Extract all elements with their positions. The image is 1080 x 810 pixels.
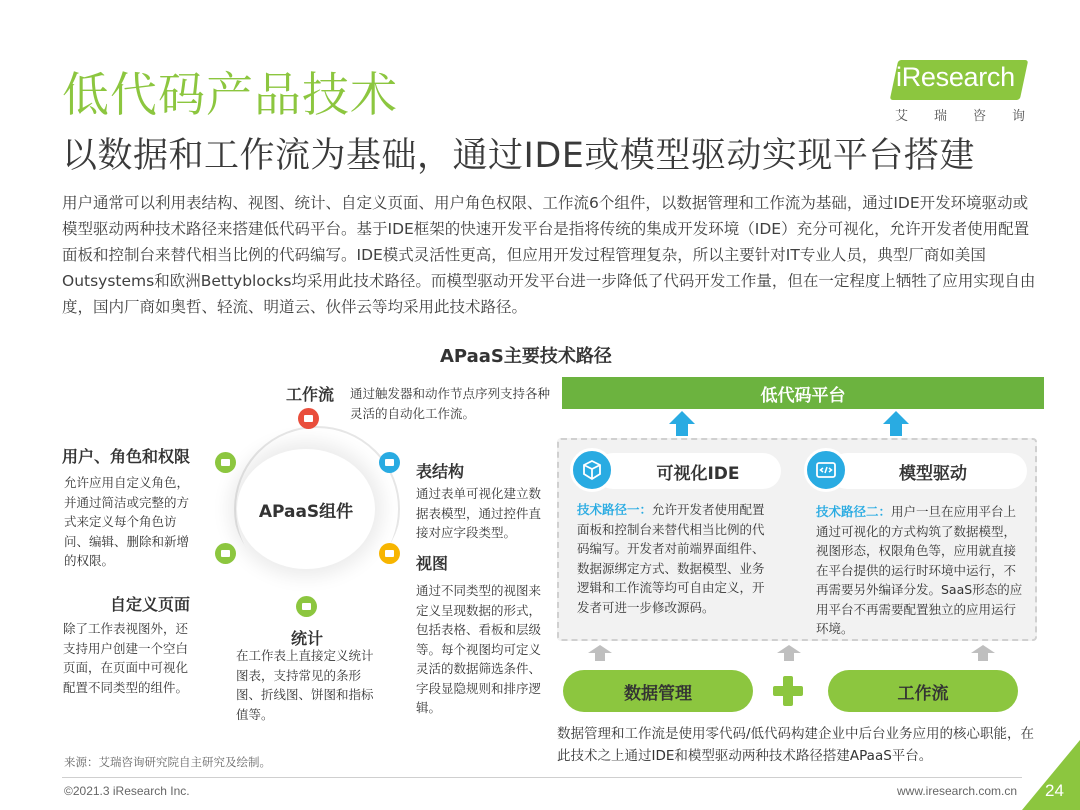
visual-ide-pill bbox=[595, 453, 781, 489]
source-note: 来源：艾瑞咨询研究院自主研究及绘制。 bbox=[64, 755, 271, 769]
custom-page-heading: 自定义页面 bbox=[110, 595, 191, 614]
table-desc: 通过表单可视化建立数据表模型，通过控件直接对应字段类型。 bbox=[416, 486, 542, 540]
workflow-base-label: 工作流 bbox=[897, 683, 949, 704]
logo-text: iResearch bbox=[896, 62, 1015, 92]
page-subtitle: 以数据和工作流为基础，通过IDE或模型驱动实现平台搭建 bbox=[62, 136, 975, 176]
path-one-text bbox=[577, 500, 773, 617]
path-one-label: 技术路径一： bbox=[577, 502, 653, 517]
table-node-icon bbox=[379, 452, 400, 473]
logo-cn-char: 咨 bbox=[972, 109, 986, 124]
view-desc: 通过不同类型的视图来定义呈现数据的形式，包括表格、看板和层级等。每个视图均可定义灵活的数据筛选条件、字段显隐规则和排序逻辑。 bbox=[416, 583, 542, 715]
logo-cn-char: 艾 bbox=[895, 109, 909, 124]
platform-label: 低代码平台 bbox=[760, 385, 846, 406]
stats-heading: 统计 bbox=[291, 629, 324, 648]
custom-page-node-icon bbox=[215, 543, 236, 564]
workflow-pill bbox=[828, 670, 1018, 712]
footer-divider bbox=[62, 777, 1022, 778]
bottom-note: 数据管理和工作流是使用零代码/低代码构建企业中后台业务应用的核心职能，在此技术之上通过IDE和模型驱动两种技术路径搭建APaaS平台。 bbox=[557, 726, 1035, 764]
workflow-node-icon bbox=[298, 408, 319, 429]
diagram-title: APaaS主要技术路径 bbox=[440, 346, 612, 367]
workflow-heading: 工作流 bbox=[286, 385, 335, 404]
roles-node-icon bbox=[215, 452, 236, 473]
page-title: 低代码产品技术 bbox=[62, 68, 398, 123]
copyright: ©2021.3 iResearch Inc. bbox=[64, 784, 190, 798]
logo-cn bbox=[895, 105, 1025, 124]
data-management-pill bbox=[563, 670, 753, 712]
plus-icon bbox=[773, 676, 803, 706]
low-code-platform-bar bbox=[562, 377, 1044, 409]
up-arrow-icon bbox=[669, 411, 695, 436]
path-two-desc: 用户一旦在应用平台上通过可视化的方式构筑了数据模型，视图形态，权限角色等，应用就直接在平台提供的运行时环境中运行，不再需要另外编译分发。SaaS形态的应用平台不再需要配置独立的应用运行环境。 bbox=[816, 504, 1023, 636]
code-icon bbox=[804, 448, 848, 492]
logo-cn-char: 瑞 bbox=[933, 109, 947, 124]
up-arrow-icon bbox=[588, 645, 612, 661]
up-arrow-icon bbox=[883, 411, 909, 436]
path-two-label: 技术路径二： bbox=[816, 504, 892, 519]
model-driven-label: 模型驱动 bbox=[899, 463, 967, 484]
table-heading: 表结构 bbox=[416, 462, 465, 481]
intro-paragraph: 用户通常可以利用表结构、视图、统计、自定义页面、用户角色权限、工作流6个组件，以数据管理和工作流为基础，通过IDE开发环境驱动或模型驱动两种技术路径来搭建低代码平台。基于IDE框架的快速开发平台是指将传统的集成开发环境（IDE）充分可视化，允许开发者使用配置面板和控制台来替代相当比例的代码编写。IDE模式灵活性更高，但应用开发过程管理复杂，所以主要针对IT专业人员，典型厂商如美国Outsystems和欧洲Bettyblocks均采用此技术路径。而模型驱动开发平台进一步降低了代码开发工作量，但在一定程度上牺牲了应用实现自由度，国内厂商如奥哲、轻流、明道云、伙伴云等均采用此技术路径。 bbox=[62, 194, 1036, 316]
visual-ide-label: 可视化IDE bbox=[656, 463, 740, 484]
workflow-desc: 通过触发器和动作节点序列支持各种灵活的自动化工作流。 bbox=[350, 386, 551, 421]
up-arrow-icon bbox=[971, 645, 995, 661]
roles-heading: 用户、角色和权限 bbox=[62, 447, 191, 466]
path-one-desc: 允许开发者使用配置面板和控制台来替代相当比例的代码编写。开发者对前端界面组件、数据源绑定方式、数据模型、业务逻辑和工作流等均可自由定义，开发者可进一步修改源码。 bbox=[577, 502, 765, 615]
apaas-center bbox=[237, 449, 375, 569]
roles-desc: 允许应用自定义角色，并通过简洁或完整的方式来定义每个角色访问、编辑、删除和新增的权限。 bbox=[64, 475, 190, 568]
cube-icon bbox=[570, 448, 614, 492]
view-heading: 视图 bbox=[416, 554, 449, 573]
stats-desc: 在工作表上直接定义统计图表，支持常见的条形图、折线图、饼图和指标值等。 bbox=[236, 648, 374, 722]
data-management-label: 数据管理 bbox=[624, 683, 692, 704]
stats-node-icon bbox=[296, 596, 317, 617]
apaas-center-label: APaaS组件 bbox=[258, 501, 354, 522]
path-two-text bbox=[816, 502, 1026, 639]
custom-page-desc: 除了工作表视图外，还支持用户创建一个空白页面，在页面中可视化配置不同类型的组件。 bbox=[62, 621, 188, 695]
up-arrow-icon bbox=[777, 645, 801, 661]
logo-cn-char: 询 bbox=[1011, 109, 1025, 124]
page-number: 24 bbox=[1045, 781, 1064, 800]
view-node-icon bbox=[379, 543, 400, 564]
iresearch-logo bbox=[890, 60, 1030, 125]
website-link[interactable]: www.iresearch.com.cn bbox=[897, 784, 1018, 798]
model-driven-pill bbox=[829, 453, 1027, 489]
